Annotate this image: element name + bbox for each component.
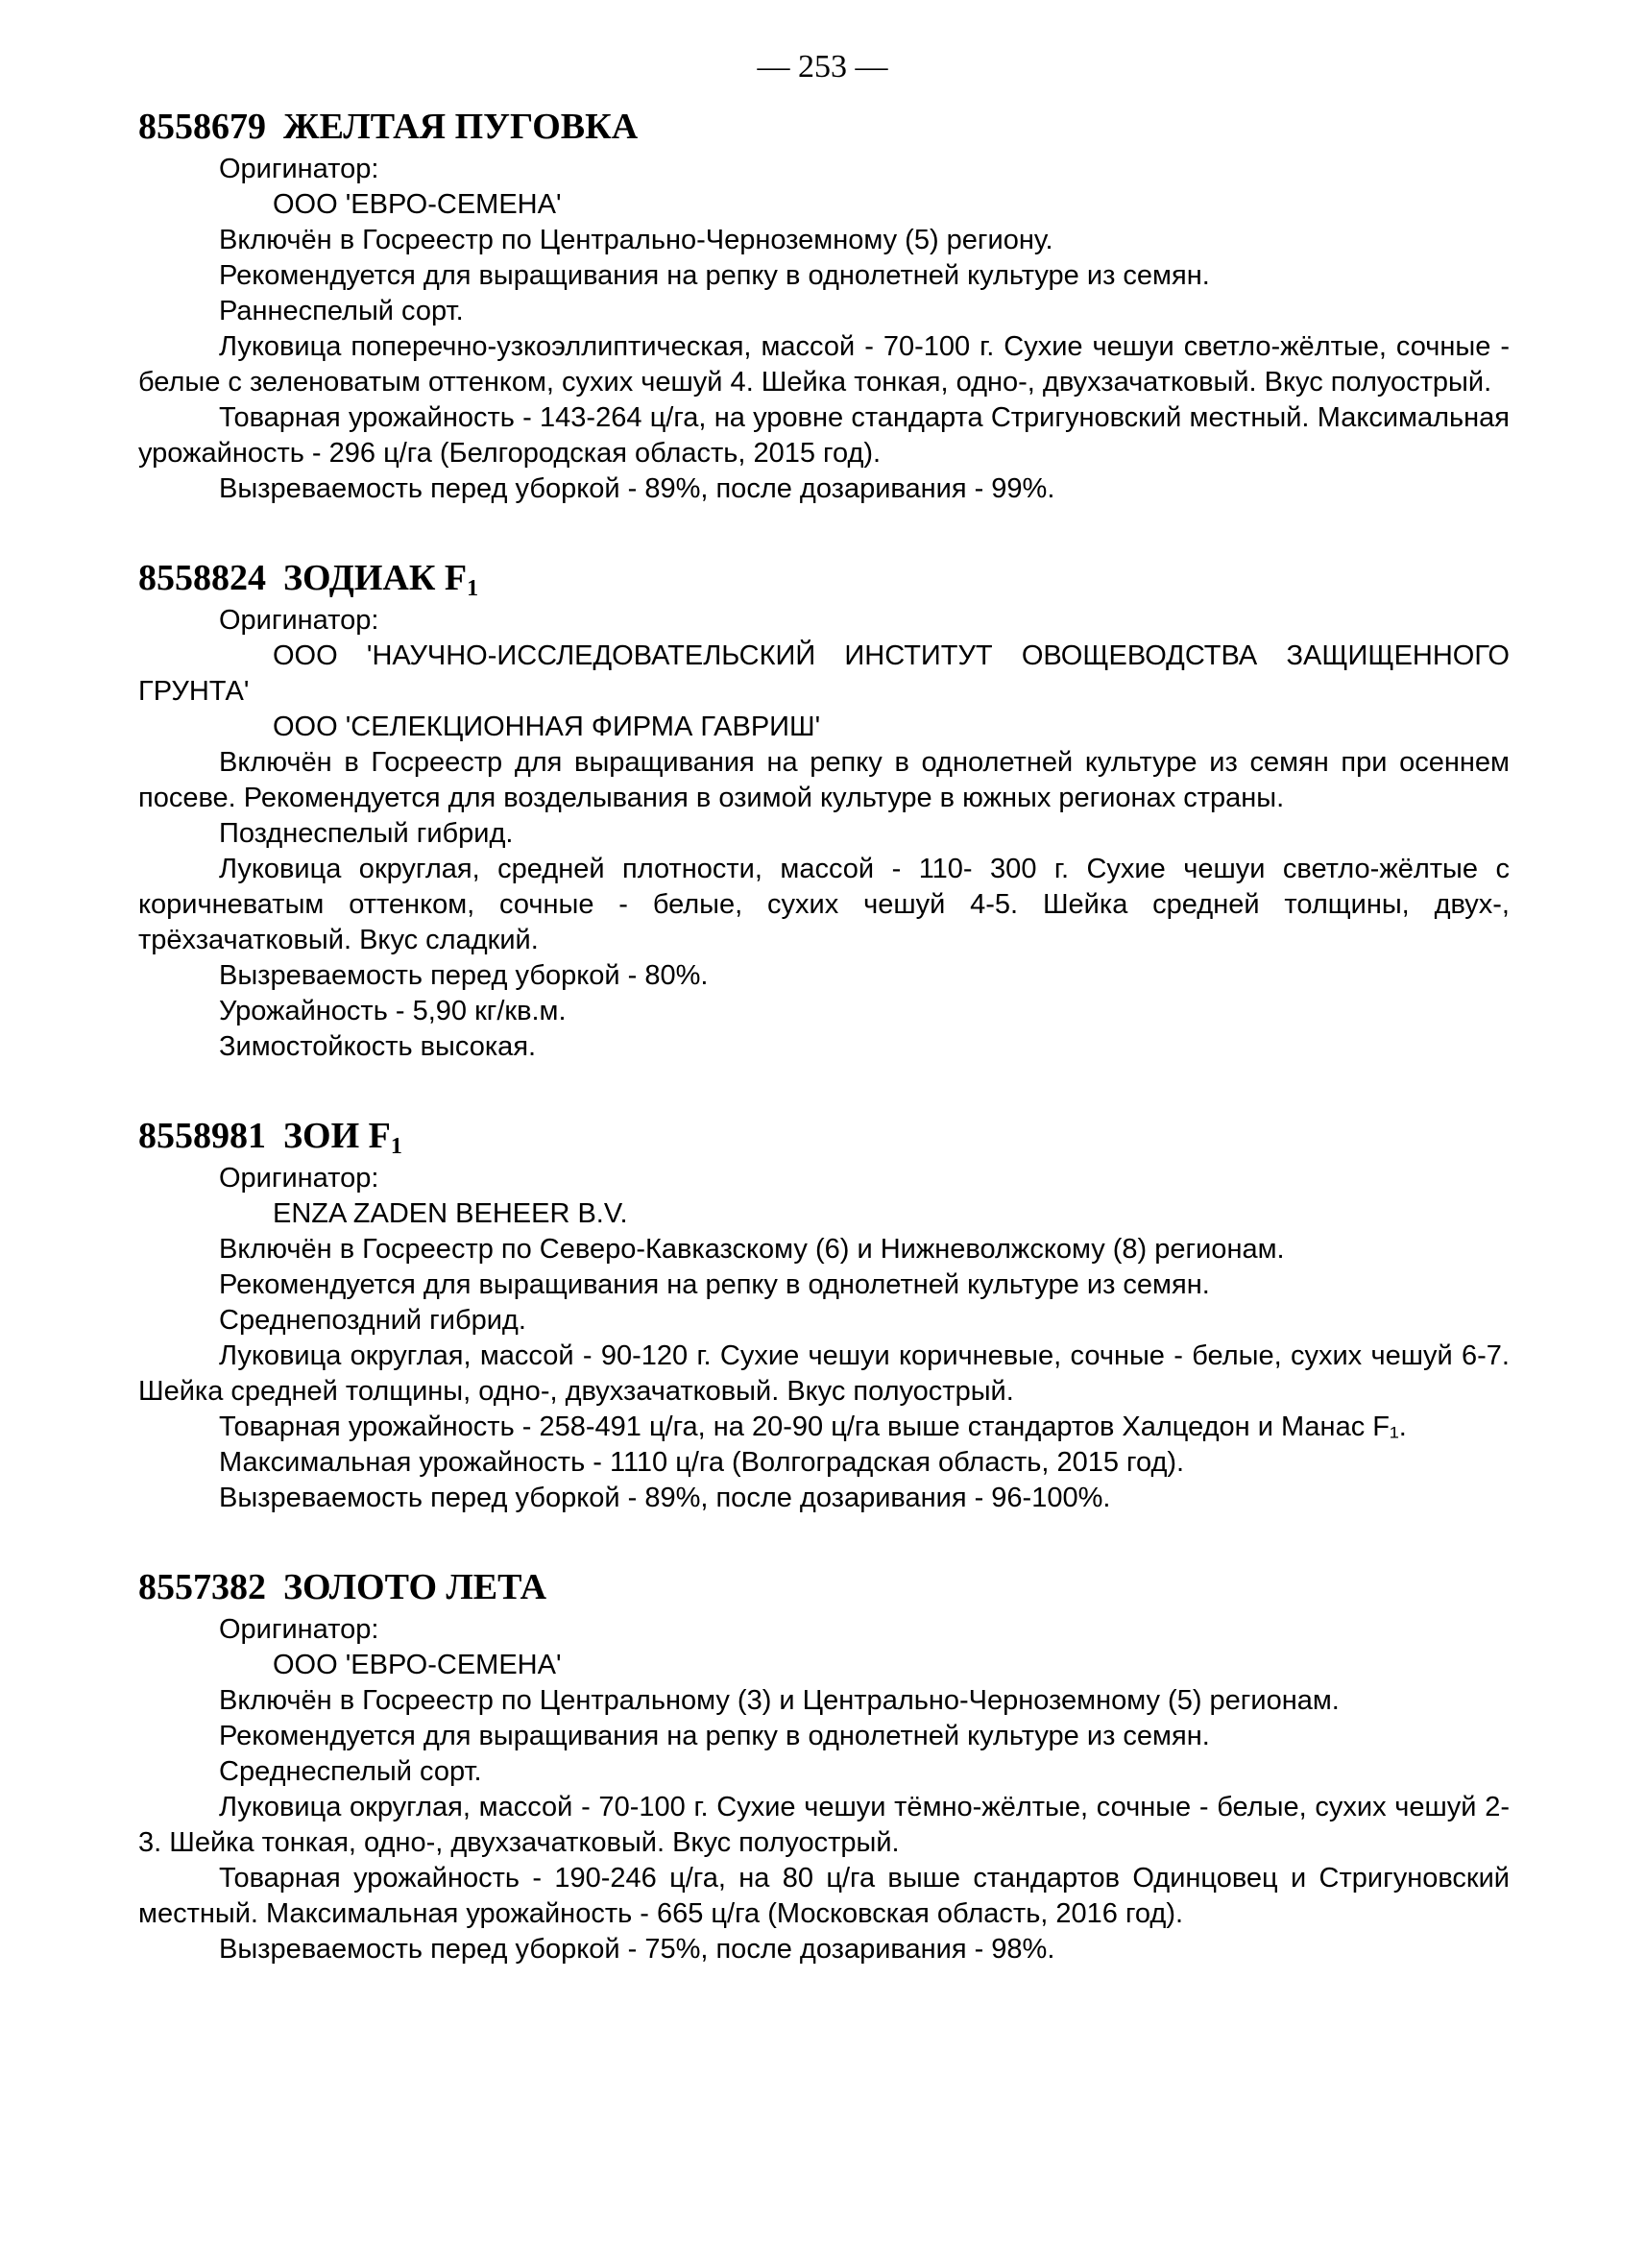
winter-hardiness-paragraph: Зимостойкость высокая. — [219, 1031, 537, 1062]
hybrid-subscript: 1 — [467, 576, 479, 601]
registration-number: 8558981 — [138, 1116, 266, 1156]
registration-number: 8557382 — [138, 1567, 266, 1607]
entry-title — [138, 1113, 1510, 1159]
originator-name: ООО 'НАУЧНО-ИССЛЕДОВАТЕЛЬСКИЙ ИНСТИТУТ ОВОЩЕВОДСТВА ЗАЩИЩЕННОГО ГРУНТА' — [138, 640, 1510, 707]
originator-name: ООО 'ЕВРО-СЕМЕНА' — [273, 1650, 562, 1680]
max-yield-paragraph: Максимальная урожайность - 1110 ц/га (Волгоградская область, 2015 год). — [219, 1447, 1185, 1478]
entry-title — [138, 1564, 1510, 1610]
registration-number: 8558679 — [138, 107, 266, 147]
recommendation-paragraph: Рекомендуется для выращивания на репку в однолетней культуре из семян. — [219, 1721, 1210, 1751]
yield-paragraph: Товарная урожайность - 143-264 ц/га, на уровне стандарта Стригуновский местный. Максимальная урожайность - 296 ц/га (Белгородская область, 2015 год). — [138, 402, 1510, 469]
variety-entry — [138, 1113, 1510, 1516]
description-paragraph: Луковица округлая, массой - 70-100 г. Сухие чешуи тёмно-жёлтые, сочные - белые, сухих чешуй 2-3. Шейка тонкая, одно-, двухзачатковый. Вкус полуострый. — [138, 1792, 1510, 1858]
registry-paragraph: Включён в Госреестр по Северо-Кавказскому (6) и Нижневолжскому (8) регионам. — [219, 1234, 1285, 1265]
yield-paragraph: Урожайность - 5,90 кг/кв.м. — [219, 996, 567, 1026]
recommendation-paragraph: Рекомендуется для выращивания на репку в однолетней культуре из семян. — [219, 260, 1210, 291]
originator-name: ООО 'СЕЛЕКЦИОННАЯ ФИРМА ГАВРИШ' — [273, 712, 821, 742]
variety-name: ЖЕЛТАЯ ПУГОВКА — [283, 107, 639, 147]
entry-title — [138, 555, 1510, 601]
maturation-paragraph: Вызреваемость перед уборкой - 80%. — [219, 960, 709, 991]
variety-entry — [138, 555, 1510, 1065]
variety-name: ЗОЛОТО ЛЕТА — [283, 1567, 547, 1607]
variety-name: ЗОИ F — [283, 1116, 391, 1156]
hybrid-subscript: 1 — [390, 1134, 402, 1159]
maturation-paragraph: Вызреваемость перед уборкой - 75%, после дозаривания - 98%. — [219, 1934, 1055, 1965]
maturation-paragraph: Вызреваемость перед уборкой - 89%, после дозаривания - 99%. — [219, 473, 1055, 504]
description-paragraph: Луковица округлая, средней плотности, массой - 110- 300 г. Сухие чешуи светло-жёлтые с коричневатым оттенком, сочные - белые, сухих чешуй 4-5. Шейка средней толщины, двух-, трёхзачатковый. Вкус сладкий. — [138, 854, 1510, 955]
ripeness-paragraph: Раннеспелый сорт. — [219, 296, 464, 326]
maturation-paragraph: Вызреваемость перед уборкой - 89%, после дозаривания - 96-100%. — [219, 1483, 1111, 1513]
entry-title — [138, 104, 1510, 150]
originator-name: ООО 'ЕВРО-СЕМЕНА' — [273, 189, 562, 220]
originator-name: ENZA ZADEN BEHEER B.V. — [273, 1198, 628, 1229]
originator-label: Оригинатор: — [219, 154, 379, 184]
yield-paragraph: Товарная урожайность - 190-246 ц/га, на 80 ц/га выше стандартов Одинцовец и Стригуновский местный. Максимальная урожайность - 665 ц/га (Московская область, 2016 год). — [138, 1863, 1510, 1929]
description-paragraph: Луковица поперечно-узкоэллиптическая, массой - 70-100 г. Сухие чешуи светло-жёлтые, сочные - белые с зеленоватым оттенком, сухих чешуй 4. Шейка тонкая, одно-, двухзачатковый. Вкус полуострый. — [138, 331, 1510, 398]
ripeness-paragraph: Среднеспелый сорт. — [219, 1756, 482, 1787]
document-body — [138, 104, 1510, 1967]
registry-paragraph: Включён в Госреестр по Центрально-Черноземному (5) региону. — [219, 225, 1053, 255]
ripeness-paragraph: Среднепоздний гибрид. — [219, 1305, 526, 1336]
registry-paragraph: Включён в Госреестр для выращивания на репку в однолетней культуре из семян при осеннем посеве. Рекомендуется для возделывания в озимой культуре в южных регионах страны. — [138, 747, 1510, 813]
ripeness-paragraph: Позднеспелый гибрид. — [219, 818, 514, 849]
yield-paragraph: Товарная урожайность - 258-491 ц/га, на 20-90 ц/га выше стандартов Халцедон и Манас F₁. — [219, 1411, 1407, 1442]
variety-name: ЗОДИАК F — [283, 558, 468, 598]
registration-number: 8558824 — [138, 558, 266, 598]
registry-paragraph: Включён в Госреестр по Центральному (3) и Центрально-Черноземному (5) регионам. — [219, 1685, 1340, 1716]
recommendation-paragraph: Рекомендуется для выращивания на репку в однолетней культуре из семян. — [219, 1269, 1210, 1300]
originator-label: Оригинатор: — [219, 605, 379, 636]
description-paragraph: Луковица округлая, массой - 90-120 г. Сухие чешуи коричневые, сочные - белые, сухих чешуй 6-7. Шейка средней толщины, одно-, двухзачатковый. Вкус полуострый. — [138, 1340, 1510, 1407]
originator-label: Оригинатор: — [219, 1614, 379, 1645]
variety-entry — [138, 104, 1510, 507]
variety-entry — [138, 1564, 1510, 1967]
page-number: — 253 — — [757, 49, 888, 84]
originator-label: Оригинатор: — [219, 1163, 379, 1194]
